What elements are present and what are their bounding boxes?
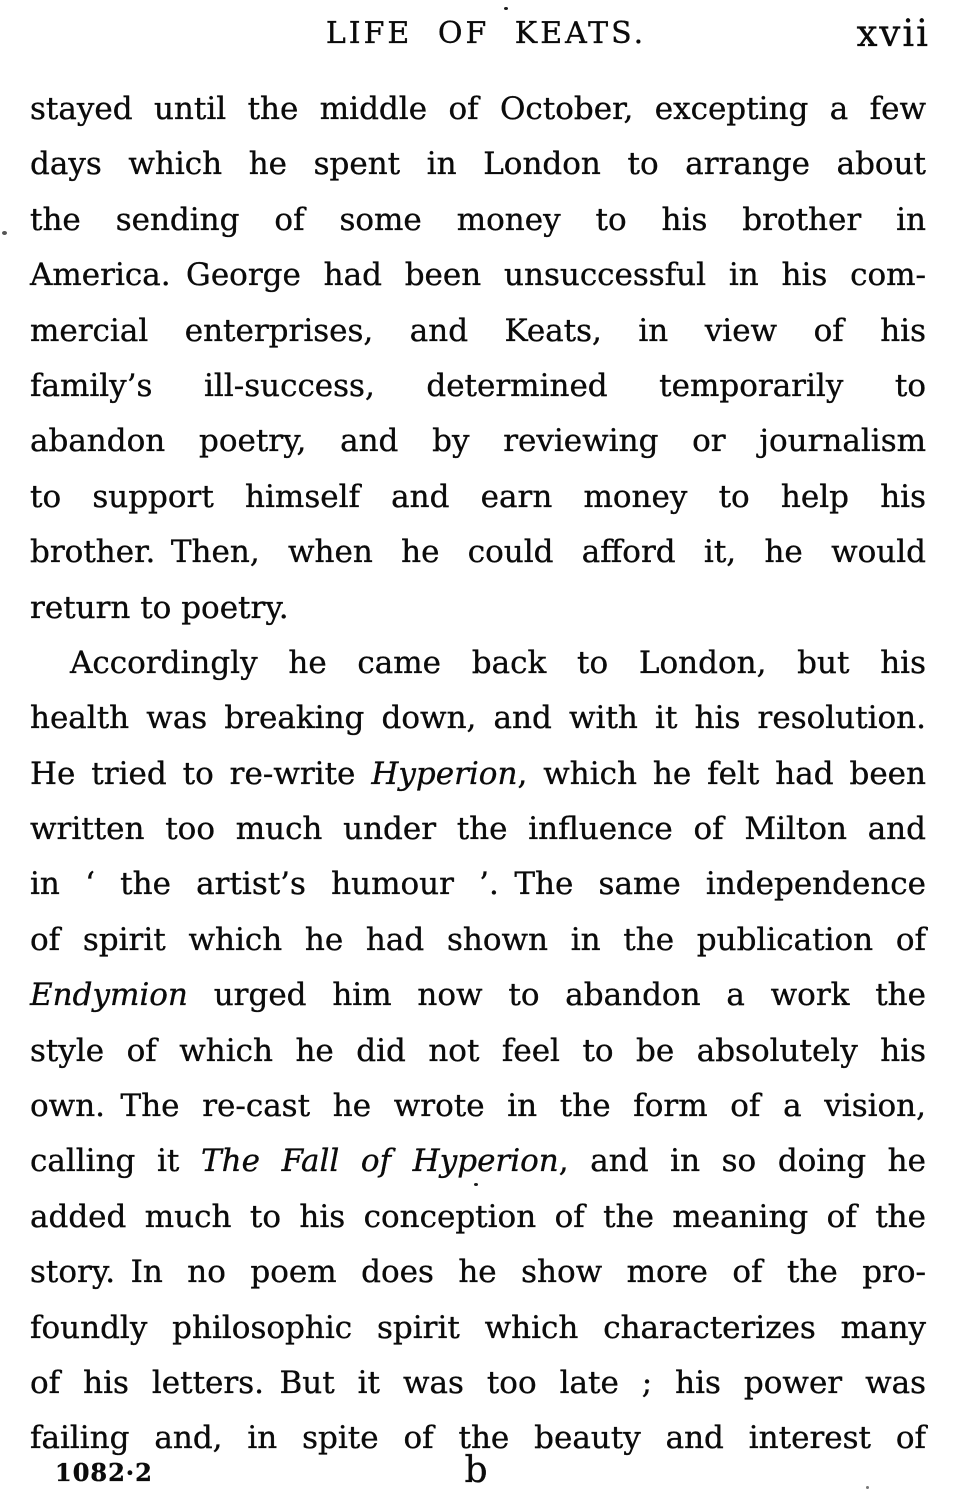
- text-line: of his letters. But it was too late ; his power was: [30, 1364, 926, 1401]
- text-line: in ‘ the artist’s humour ’. The same independence: [30, 866, 926, 903]
- press-figure: 1082·2: [55, 1458, 153, 1487]
- text-line: foundly philosophic spirit which characterizes many: [30, 1309, 926, 1346]
- text-line: days which he spent in London to arrange about: [30, 146, 926, 183]
- text-line: own. The re-cast he wrote in the form of a vision,: [30, 1088, 926, 1125]
- page-body: [30, 82, 926, 1467]
- scan-speck: [474, 1183, 478, 1186]
- text-line: of spirit which he had shown in the publication of: [30, 921, 926, 958]
- page-number: xvii: [856, 12, 930, 55]
- text-line: the sending of some money to his brother in: [30, 201, 926, 238]
- text-line: style of which he did not feel to be absolutely his: [30, 1032, 926, 1069]
- text-line: stayed until the middle of October, excepting a few: [30, 91, 926, 127]
- scan-speck: [866, 1486, 869, 1489]
- text-line: brother. Then, when he could afford it, he would: [30, 534, 926, 571]
- catchword: b: [464, 1450, 488, 1491]
- running-header-title: LIFE OF KEATS.: [325, 16, 647, 51]
- text-line: abandon poetry, and by reviewing or journalism: [30, 423, 926, 460]
- text-line: family’s ill-success, determined temporarily to: [30, 367, 926, 404]
- scan-speck: [504, 7, 508, 10]
- text-line: story. In no poem does he show more of the pro-: [30, 1254, 926, 1291]
- work-title-italic: Hyperion: [371, 755, 518, 792]
- text-line: health was breaking down, and with it his resolution.: [30, 700, 926, 737]
- scan-speck: [2, 231, 7, 235]
- text-line: return to poetry.: [30, 589, 289, 626]
- text-line: written too much under the influence of Milton and: [30, 811, 926, 848]
- text-line: calling it The Fall of Hyperion, and in so doing he: [30, 1143, 926, 1180]
- text-line: Endymion urged him now to abandon a work the: [30, 977, 926, 1014]
- work-title-italic: Endymion: [30, 977, 188, 1014]
- text-line: Accordingly he came back to London, but his: [70, 644, 926, 681]
- text-line: added much to his conception of the meaning of the: [30, 1198, 926, 1235]
- work-title-italic: The Fall of Hyperion: [201, 1143, 559, 1180]
- text-line: to support himself and earn money to help his: [30, 478, 926, 515]
- text-line: mercial enterprises, and Keats, in view of his: [30, 312, 926, 349]
- text-line: America. George had been unsuccessful in his com-: [30, 257, 926, 294]
- text-line: He tried to re-write Hyperion, which he felt had been: [30, 755, 926, 792]
- text-line: failing and, in spite of the beauty and interest of: [30, 1420, 926, 1457]
